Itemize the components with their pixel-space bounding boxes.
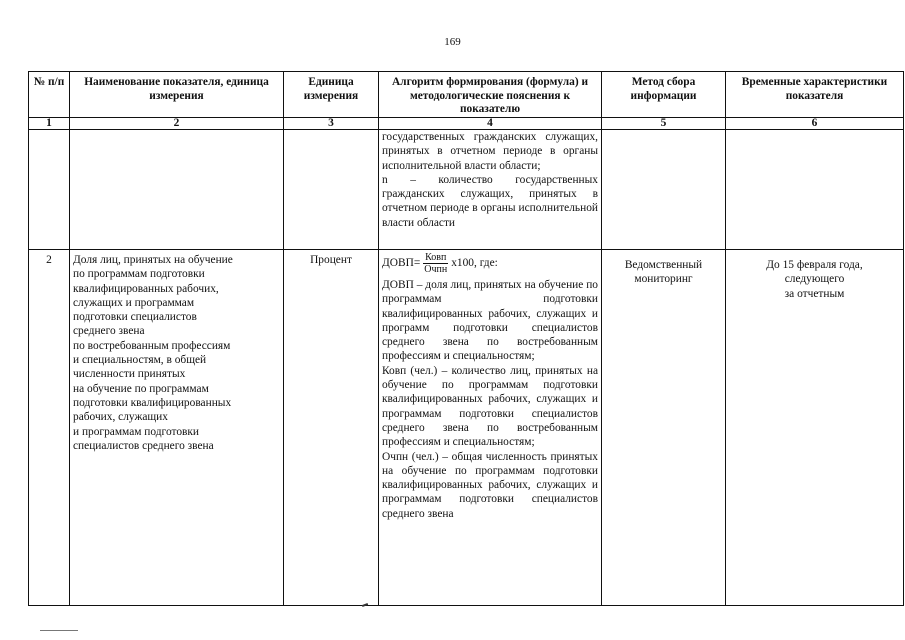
algorithm-text: n – количество государственных гражданских служащих, принятых в отчетном периоде в органы исполнительной власти области bbox=[382, 173, 598, 229]
table-row bbox=[29, 130, 904, 250]
unit-cell: Процент bbox=[284, 250, 379, 606]
indicator-name-line: и программам подготовки bbox=[73, 425, 200, 438]
row-number-cell: 2 bbox=[29, 250, 70, 606]
indicator-table bbox=[28, 71, 904, 606]
column-number: 6 bbox=[726, 118, 904, 130]
indicator-name-line: подготовки специалистов bbox=[73, 311, 197, 324]
unit-cell bbox=[284, 130, 379, 250]
column-number: 4 bbox=[379, 118, 602, 130]
column-numbers-row bbox=[29, 118, 904, 130]
method-cell bbox=[602, 250, 726, 606]
indicator-name-cell bbox=[70, 250, 284, 606]
algorithm-cell bbox=[379, 250, 602, 606]
column-number: 2 bbox=[70, 118, 284, 130]
header-algorithm: Алгоритм формирования (формула) и методологические пояснения к показателю bbox=[379, 72, 602, 118]
algorithm-text: Ковп (чел.) – количество лиц, принятых на обучение по программам подготовки квалифицированных рабочих, служащих и программам подготовки специалистов среднего звена по востребованным профессиям и специальностям; bbox=[382, 364, 598, 449]
formula bbox=[382, 252, 598, 275]
formula-lhs: ДОВП= bbox=[382, 257, 421, 270]
timing-line: за отчетным bbox=[784, 287, 845, 300]
timing-line: следующего bbox=[784, 273, 845, 286]
algorithm-cell bbox=[379, 130, 602, 250]
formula-denominator: Очпн bbox=[424, 264, 448, 275]
timing-line: До 15 февраля года, bbox=[766, 259, 863, 271]
indicator-name-line: по востребованным профессиям bbox=[73, 339, 231, 352]
page-number: 169 bbox=[444, 36, 461, 48]
indicator-name-line: по программам подготовки bbox=[73, 268, 205, 281]
column-number: 1 bbox=[29, 118, 70, 130]
method-line: Ведомственный bbox=[624, 259, 703, 271]
indicator-name-line: Доля лиц, принятых на обучение bbox=[73, 254, 233, 266]
header-collection-method: Метод сбора информации bbox=[602, 72, 726, 118]
timing-cell bbox=[726, 130, 904, 250]
indicator-name-cell bbox=[70, 130, 284, 250]
indicator-name-line: среднего звена bbox=[73, 325, 145, 338]
indicator-name-line: служащих и программам bbox=[73, 296, 195, 309]
header-timing: Временные характеристики показателя bbox=[726, 72, 904, 118]
indicator-name-line: подготовки квалифицированных bbox=[73, 396, 232, 409]
row-number-cell bbox=[29, 130, 70, 250]
algorithm-text: Очпн (чел.) – общая численность принятых на обучение по программам подготовки квалифицированных рабочих, служащих и программам подготовки специалистов среднего звена bbox=[382, 450, 598, 520]
formula-fraction bbox=[422, 252, 449, 275]
column-number: 5 bbox=[602, 118, 726, 130]
algorithm-text: ДОВП – доля лиц, принятых на обучение по программам подготовки квалифицированных рабочих, служащих и программ подготовки специалистов среднего звена по востребованным профессиям и специальностям; bbox=[382, 279, 598, 363]
column-number: 3 bbox=[284, 118, 379, 130]
method-cell bbox=[602, 130, 726, 250]
indicator-name-line: численности принятых bbox=[73, 368, 186, 381]
indicator-name-line: на обучение по программам bbox=[73, 382, 209, 395]
scan-mark bbox=[40, 630, 78, 631]
indicator-name-line: и специальностям, в общей bbox=[73, 354, 207, 367]
scan-mark bbox=[362, 603, 368, 607]
indicator-name-line: квалифицированных рабочих, bbox=[73, 282, 219, 295]
algorithm-text: государственных гражданских служащих, принятых в отчетном периоде в органы исполнительной власти области; bbox=[382, 131, 598, 172]
formula-rhs: х100, где: bbox=[451, 257, 498, 270]
indicator-name-line: специалистов среднего звена bbox=[73, 439, 214, 452]
header-unit: Единица измерения bbox=[284, 72, 379, 118]
formula-numerator: Ковп bbox=[425, 252, 447, 263]
header-number: № п/п bbox=[29, 72, 70, 118]
method-line: мониторинг bbox=[634, 273, 693, 286]
table-header-row bbox=[29, 72, 904, 118]
header-indicator-name: Наименование показателя, единица измерения bbox=[70, 72, 284, 118]
timing-cell bbox=[726, 250, 904, 606]
table-row bbox=[29, 250, 904, 606]
indicator-name-line: рабочих, служащих bbox=[73, 411, 168, 424]
